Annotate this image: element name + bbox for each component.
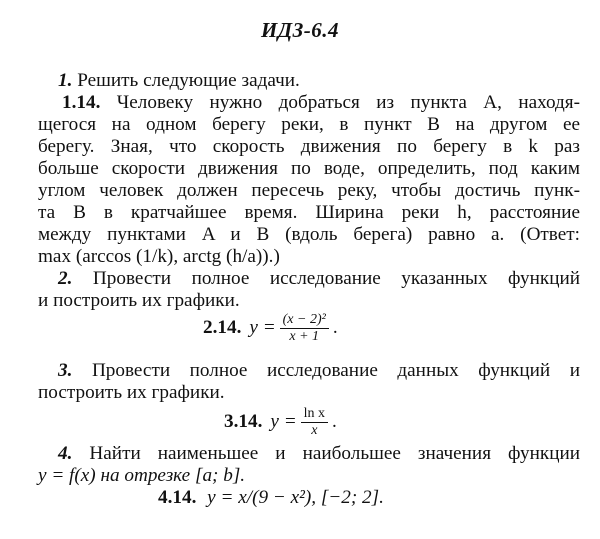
task-4-number: 4. xyxy=(58,443,73,464)
problem-text-line: та B в кратчайшее время. Ширина реки h, расстояние xyxy=(38,202,580,223)
formula-3-14-denominator: x xyxy=(311,422,318,438)
problem-1-14-line-1 xyxy=(62,92,580,114)
problem-1-14-number: 1.14. xyxy=(62,92,101,113)
task-2-line-2: и построить их графики. xyxy=(38,290,240,311)
formula-2-14-fraction xyxy=(280,312,329,345)
task-2-line-1 xyxy=(58,268,580,290)
formula-4-14-label: 4.14. xyxy=(158,487,197,508)
formula-3-14-numerator: ln x xyxy=(303,405,326,421)
problem-text-line: углом человек должен пересечь реку, чтобы достичь пунк- xyxy=(38,180,580,201)
formula-3-14 xyxy=(224,400,337,444)
document-title: ИДЗ-6.4 xyxy=(260,18,340,42)
formula-4-14 xyxy=(158,487,384,509)
formula-2-14-lhs: y = xyxy=(249,317,276,338)
formula-2-14-label: 2.14. xyxy=(203,317,242,338)
formula-2-14-denominator: x + 1 xyxy=(289,328,320,344)
formula-3-14-label: 3.14. xyxy=(224,411,263,432)
formula-3-14-end: . xyxy=(332,411,337,432)
task-4-line-1 xyxy=(58,443,580,465)
formula-2-14-end: . xyxy=(332,317,338,338)
formula-3-14-lhs: y = xyxy=(270,411,297,432)
task-2-number: 2. xyxy=(58,268,73,289)
task-3-text: Провести полное исследование данных функций и xyxy=(91,360,580,381)
task-1-heading: Решить следующие задачи. xyxy=(77,70,300,91)
formula-4-14-expression: y = x/(9 − x²), [−2; 2]. xyxy=(207,487,384,508)
task-4-line-2: y = f(x) на отрезке [a; b]. xyxy=(38,465,246,486)
task-3-line-1 xyxy=(58,360,580,382)
problem-text-line: больше скорости движения по воде, определить, под каким xyxy=(38,158,580,179)
problem-answer-line: max (arccos (1/k), arctg (h/a)).) xyxy=(38,246,280,267)
problem-text-line: Человеку нужно добраться из пункта A, находя- xyxy=(116,92,581,113)
task-3-number: 3. xyxy=(58,360,73,381)
task-2-text: Провести полное исследование указанных функций xyxy=(92,268,580,289)
task-1-heading-line xyxy=(58,70,300,92)
problem-text-line: щегося на одном берегу реки, в пункт B на другом ее xyxy=(38,114,580,135)
formula-2-14 xyxy=(203,306,338,350)
task-3-line-2: построить их графики. xyxy=(38,382,225,403)
problem-text-line: между пунктами A и B (вдоль берега) равно a. (Ответ: xyxy=(38,224,580,245)
formula-2-14-numerator: (x − 2)² xyxy=(282,311,326,327)
task-1-number: 1. xyxy=(58,70,73,91)
formula-3-14-fraction xyxy=(301,406,328,439)
task-4-text: Найти наименьшее и наибольшее значения функции xyxy=(89,443,580,464)
problem-text-line: берегу. Зная, что скорость движения по берегу в k раз xyxy=(38,136,580,157)
